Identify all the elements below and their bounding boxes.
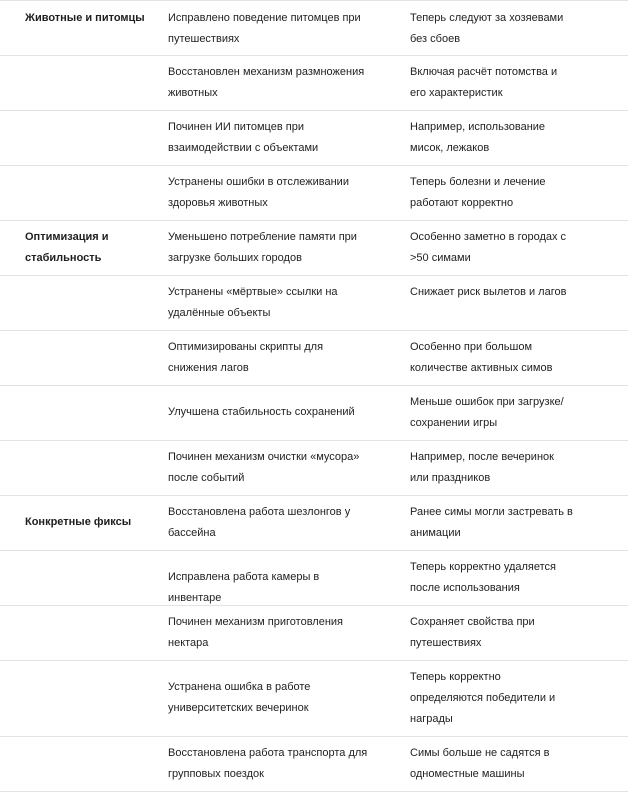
- table-row: [0, 737, 628, 792]
- table-row: [0, 441, 628, 496]
- note-cell: Например, после вечеринок или праздников: [410, 451, 554, 484]
- change-cell: Исправлена работа камеры в инвентаре: [168, 571, 320, 604]
- change-cell: Уменьшено потребление памяти при загрузке больших городов: [168, 231, 357, 264]
- note-cell: Сохраняет свойства при путешествиях: [410, 616, 535, 649]
- change-cell: Починен ИИ питомцев при взаимодействии с объектами: [168, 121, 319, 154]
- table-row: [0, 56, 628, 111]
- note-cell: Теперь корректно удаляется после использования: [410, 561, 556, 594]
- table-row: [0, 166, 628, 221]
- note-cell: Теперь следуют за хозяевами без сбоев: [410, 12, 564, 45]
- table-row: [0, 111, 628, 166]
- note-cell: Особенно при большом количестве активных симов: [410, 341, 553, 374]
- note-cell: Теперь корректно определяются победители и награды: [410, 671, 556, 725]
- change-cell: Починен механизм приготовления нектара: [168, 616, 343, 649]
- change-cell: Восстановлена работа транспорта для групповых поездок: [168, 747, 368, 780]
- table-row: [0, 661, 628, 737]
- note-cell: Симы больше не садятся в одноместные машины: [410, 747, 550, 780]
- change-cell: Починен механизм очистки «мусора» после событий: [168, 451, 360, 484]
- change-cell: Оптимизированы скрипты для снижения лагов: [168, 341, 324, 374]
- note-cell: Включая расчёт потомства и его характеристик: [410, 66, 558, 99]
- note-cell: Теперь болезни и лечение работают корректно: [410, 176, 546, 209]
- table-row: [0, 0, 628, 56]
- note-cell: Особенно заметно в городах с >50 симами: [410, 231, 567, 264]
- table-row: [0, 551, 628, 606]
- note-cell: Например, использование мисок, лежаков: [410, 121, 546, 154]
- change-cell: Улучшена стабильность сохранений: [168, 406, 355, 418]
- table-row: [0, 276, 628, 331]
- change-cell: Устранены «мёртвые» ссылки на удалённые объекты: [168, 286, 338, 319]
- category-cell: Животные и питомцы: [25, 12, 145, 24]
- table-row: [0, 386, 628, 441]
- change-cell: Восстановлена работа шезлонгов у бассейна: [168, 506, 351, 539]
- note-cell: Меньше ошибок при загрузке/сохранении игры: [410, 396, 564, 429]
- change-cell: Устранены ошибки в отслеживании здоровья животных: [168, 176, 349, 209]
- category-cell: Конкретные фиксы: [25, 516, 132, 528]
- change-cell: Восстановлен механизм размножения животных: [168, 66, 365, 99]
- table-row: [0, 496, 628, 551]
- note-cell: Снижает риск вылетов и лагов: [410, 286, 567, 298]
- change-cell: Исправлено поведение питомцев при путешествиях: [168, 12, 361, 45]
- note-cell: Ранее симы могли застревать в анимации: [410, 506, 573, 539]
- table-row: [0, 331, 628, 386]
- change-cell: Устранена ошибка в работе университетских вечеринок: [168, 681, 311, 714]
- table-row: [0, 606, 628, 661]
- table-row: [0, 221, 628, 276]
- category-cell: Оптимизация и стабильность: [25, 231, 109, 264]
